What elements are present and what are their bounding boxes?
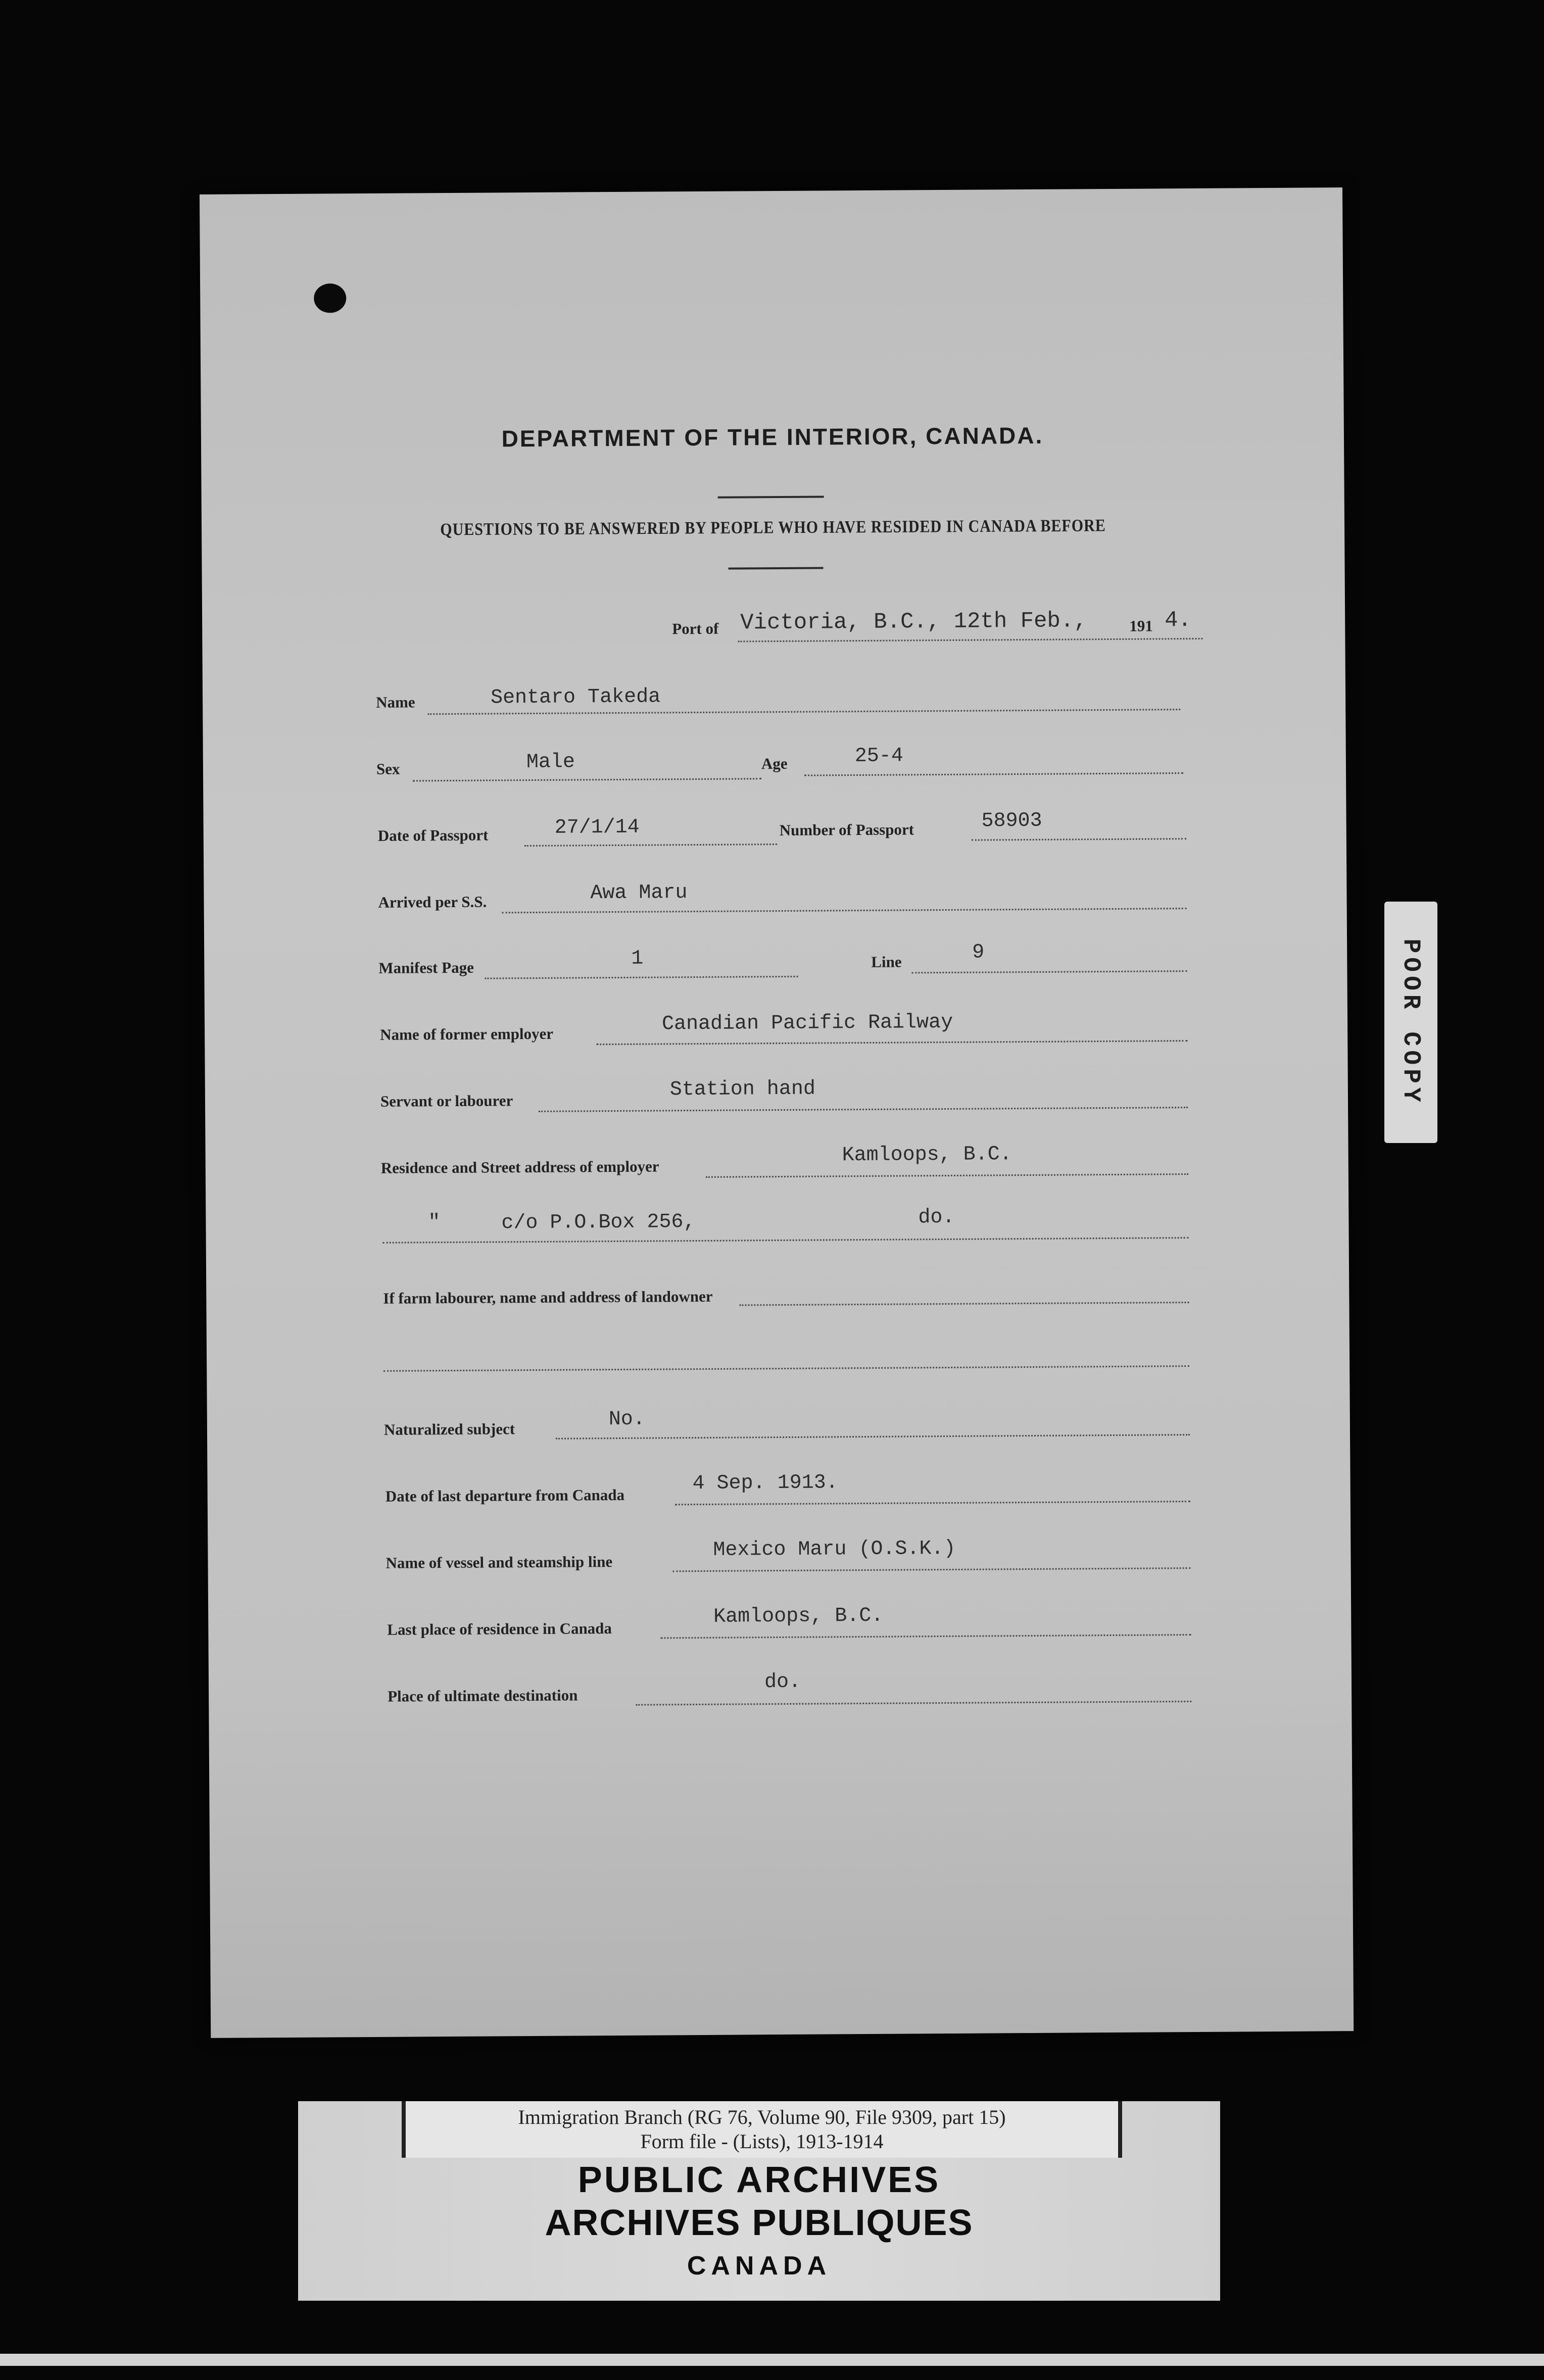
arrived-value: Awa Maru	[590, 881, 688, 905]
film-edge-strip	[0, 2354, 1544, 2366]
archive-reference-line1: Immigration Branch (RG 76, Volume 90, File 9309, part 15)	[518, 2106, 1006, 2128]
poor-copy-tab	[1384, 902, 1437, 1143]
dotted-line	[972, 838, 1186, 841]
year-prefix: 191	[1129, 617, 1153, 635]
canada-label: CANADA	[687, 2251, 832, 2280]
line-value: 9	[972, 941, 985, 964]
year-suffix: 4.	[1165, 608, 1192, 633]
employer-address-2-ditto: do.	[918, 1206, 955, 1229]
sex-value: Male	[526, 751, 575, 774]
dotted-line	[804, 772, 1183, 776]
age-value: 25-4	[854, 745, 903, 768]
former-employer-value: Canadian Pacific Railway	[661, 1011, 953, 1036]
dotted-line	[383, 1237, 1189, 1244]
dotted-line	[413, 778, 761, 781]
dotted-line	[673, 1567, 1191, 1572]
poor-copy-text: POOR COPY	[1397, 938, 1424, 1106]
dotted-line	[383, 1365, 1189, 1372]
passport-number-value: 58903	[981, 809, 1042, 833]
dotted-line	[502, 908, 1187, 913]
dotted-line	[596, 1040, 1187, 1045]
vessel-label: Name of vessel and steamship line	[385, 1553, 613, 1572]
dotted-line	[539, 1107, 1188, 1112]
destination-label: Place of ultimate destination	[388, 1686, 578, 1705]
dotted-line	[739, 1302, 1189, 1306]
name-value: Sentaro Takeda	[490, 685, 661, 710]
questions-heading: QUESTIONS TO BE ANSWERED BY PEOPLE WHO HAVE RESIDED IN CANADA BEFORE	[440, 516, 1106, 539]
dotted-line	[636, 1701, 1191, 1706]
punch-hole	[314, 283, 346, 313]
naturalized-value: No.	[608, 1408, 645, 1431]
age-label: Age	[761, 754, 788, 773]
dotted-line	[427, 709, 1180, 715]
former-employer-label: Name of former employer	[380, 1024, 554, 1044]
last-departure-label: Date of last departure from Canada	[385, 1485, 625, 1505]
department-heading: DEPARTMENT OF THE INTERIOR, CANADA.	[501, 422, 1044, 452]
archive-stamp	[298, 2101, 1220, 2301]
farm-labourer-label: If farm labourer, name and address of landowner	[383, 1287, 713, 1307]
passport-number-label: Number of Passport	[779, 820, 914, 839]
passport-date-label: Date of Passport	[377, 826, 489, 845]
employer-address-value: Kamloops, B.C.	[842, 1143, 1012, 1167]
dotted-line	[738, 638, 1202, 642]
heading-rule	[718, 495, 824, 498]
name-label: Name	[376, 693, 415, 711]
immigration-form-page	[200, 187, 1354, 2038]
archives-publiques-title: ARCHIVES PUBLIQUES	[545, 2203, 974, 2243]
public-archives-title: PUBLIC ARCHIVES	[577, 2160, 941, 2200]
port-value: Victoria, B.C., 12th Feb.,	[740, 608, 1087, 636]
archive-reference-line2: Form file - (Lists), 1913-1914	[640, 2130, 884, 2153]
manifest-page-value: 1	[631, 947, 644, 970]
dotted-line	[911, 970, 1187, 973]
sex-label: Sex	[376, 760, 400, 778]
manifest-page-label: Manifest Page	[378, 958, 474, 977]
line-label: Line	[871, 953, 902, 971]
last-residence-label: Last place of residence in Canada	[387, 1619, 612, 1639]
servant-label: Servant or labourer	[380, 1092, 513, 1110]
heading-rule	[729, 567, 824, 569]
naturalized-label: Naturalized subject	[383, 1420, 515, 1439]
passport-date-value: 27/1/14	[554, 816, 640, 839]
dotted-line	[556, 1434, 1190, 1440]
last-departure-value: 4 Sep. 1913.	[692, 1471, 838, 1496]
ditto-mark: "	[428, 1211, 441, 1234]
dotted-line	[675, 1501, 1190, 1505]
employer-address-2-value: c/o P.O.Box 256,	[501, 1211, 696, 1235]
dotted-line	[485, 976, 798, 979]
vessel-value: Mexico Maru (O.S.K.)	[713, 1537, 956, 1562]
servant-value: Station hand	[669, 1077, 816, 1102]
dotted-line	[524, 844, 777, 847]
employer-address-label: Residence and Street address of employer	[380, 1157, 659, 1177]
port-label: Port of	[672, 619, 719, 638]
last-residence-value: Kamloops, B.C.	[713, 1604, 884, 1628]
arrived-label: Arrived per S.S.	[378, 893, 487, 911]
dotted-line	[660, 1634, 1191, 1639]
destination-value: do.	[764, 1670, 801, 1694]
archive-reference-label	[402, 2101, 1122, 2158]
dotted-line	[706, 1173, 1188, 1178]
